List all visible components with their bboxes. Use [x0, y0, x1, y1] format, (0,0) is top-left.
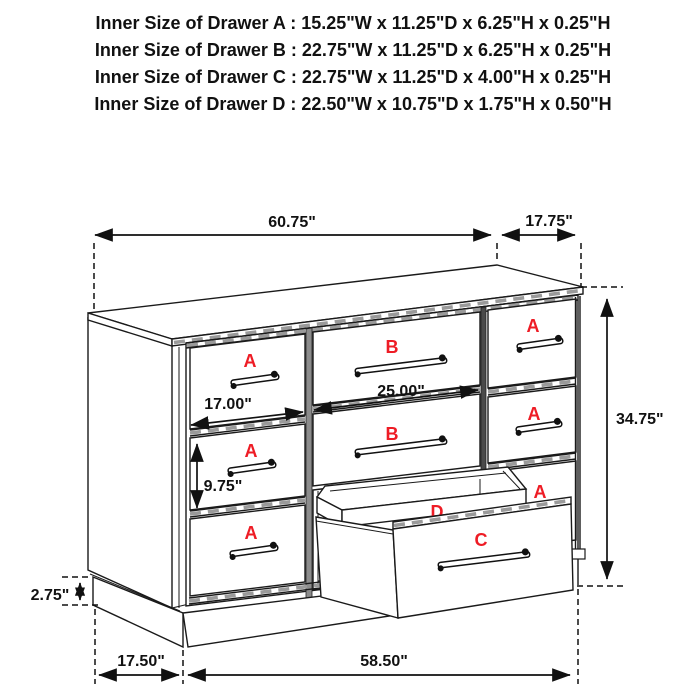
divider-left	[306, 328, 312, 601]
drawer-b-width-value: 25.00"	[377, 383, 425, 400]
drawer-d-label: D	[430, 502, 444, 522]
divider-right	[481, 307, 486, 491]
drawer-b-label: B	[385, 424, 399, 444]
drawer-a-label: A	[244, 523, 258, 543]
top-width-value: 60.75"	[268, 214, 316, 231]
drawer-a-right-top	[488, 299, 576, 388]
drawer-c-label: C	[474, 530, 488, 550]
drawer-a-label: A	[526, 316, 540, 336]
drawer-a-label: A	[533, 482, 547, 502]
drawer-a-label: A	[244, 441, 258, 461]
drawer-a-width-value: 17.00"	[204, 396, 252, 413]
base-width-value: 58.50"	[360, 653, 408, 670]
spec-line-c: Inner Size of Drawer C : 22.75"W x 11.25"D x 4.00"H x 0.25"H	[94, 67, 612, 87]
spec-line-b: Inner Size of Drawer B : 22.75"W x 11.25"D x 6.25"H x 0.25"H	[94, 40, 612, 60]
side-panel	[88, 318, 189, 611]
drawer-a-left-top	[190, 334, 305, 429]
height-value: 34.75"	[616, 411, 664, 428]
dresser-drawing	[88, 265, 585, 647]
drawer-a-right-middle	[488, 386, 576, 463]
base-height-value: 2.75"	[30, 587, 70, 604]
drawer-a-label: A	[527, 404, 541, 424]
spec-line-d: Inner Size of Drawer D : 22.50"W x 10.75"D x 1.75"H x 0.50"H	[94, 94, 612, 114]
drawer-a-label: A	[243, 351, 257, 371]
drawer-a-left-middle	[190, 424, 305, 510]
drawer-a-height-value: 9.75"	[203, 478, 243, 495]
top-depth-value: 17.75"	[525, 213, 573, 230]
spec-line-a: Inner Size of Drawer A : 15.25"W x 11.25"D x 6.25"H x 0.25"H	[95, 13, 611, 33]
drawer-b-label: B	[385, 337, 399, 357]
drawer-a-left-bottom	[190, 505, 305, 596]
base-depth-value: 17.50"	[117, 653, 165, 670]
spec-header	[94, 13, 611, 114]
